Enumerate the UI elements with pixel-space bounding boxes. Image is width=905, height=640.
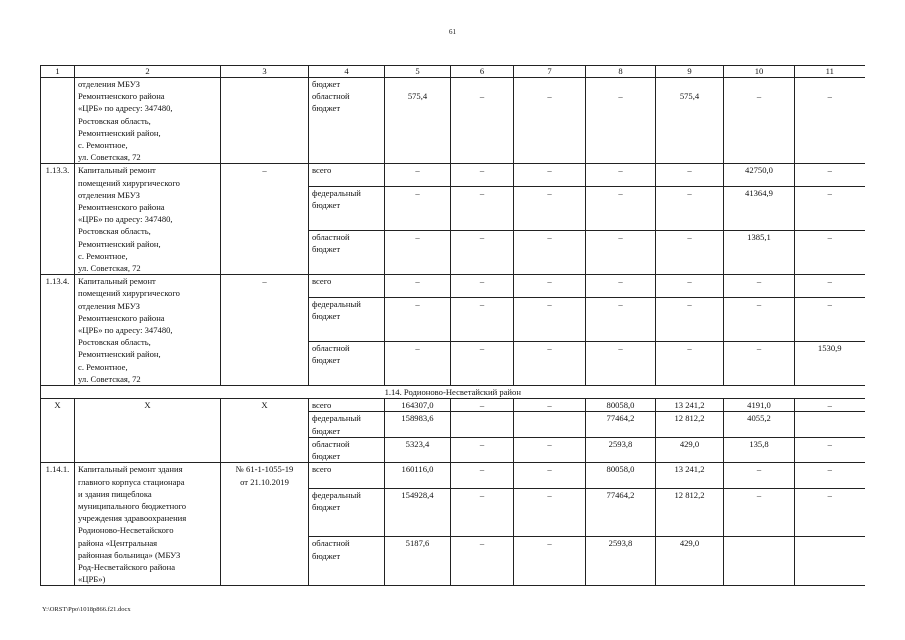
value-cell: – [451, 231, 514, 275]
text-line: бюджет [312, 200, 341, 211]
document-cell: – [221, 164, 309, 275]
text-line: бюджет [312, 103, 341, 114]
value-cell: 13 241,2 [656, 463, 724, 488]
document-cell [221, 78, 309, 164]
value-cell: – [451, 275, 514, 298]
text-line: бюджет [312, 79, 341, 89]
text-line: Ремонтненского района [78, 312, 165, 323]
value-cell: – [586, 78, 656, 164]
value-cell: – [795, 275, 865, 298]
text-line: всего [312, 400, 332, 411]
value-cell: 4055,2 [724, 412, 795, 437]
text-line: областной [312, 91, 350, 102]
text-line: всего [312, 276, 332, 287]
value-cell [795, 412, 865, 437]
source-cell [309, 231, 385, 275]
value-cell [724, 537, 795, 586]
text-line: федеральный [312, 188, 361, 199]
value-cell: – [795, 437, 865, 462]
text-line: федеральный [312, 489, 361, 500]
text-line: ул. Советская, 72 [78, 263, 141, 274]
value-cell: – [724, 488, 795, 537]
value-cell: 575,4 [656, 78, 724, 164]
value-cell: – [514, 187, 586, 231]
value-cell: – [451, 164, 514, 187]
text-line: с. Ремонтное, [78, 250, 128, 261]
text-line: федеральный [312, 413, 361, 424]
text-line: и здания пищеблока [78, 488, 152, 499]
number-cell: 1.14.1. [41, 463, 75, 586]
page-number: 61 [449, 28, 456, 36]
text-line: «ЦРБ» по адресу: 347480, [78, 325, 173, 336]
value-cell: – [656, 342, 724, 386]
text-line: ул. Советская, 72 [78, 373, 141, 384]
value-cell: – [586, 231, 656, 275]
value-cell: 164307,0 [385, 399, 451, 412]
value-cell: 2593,8 [586, 437, 656, 462]
value-cell: – [795, 399, 865, 412]
text-line: областной [312, 538, 350, 549]
value-cell: 2593,8 [586, 537, 656, 586]
object-name-cell: Х [75, 399, 221, 463]
text-line: Капитальный ремонт [78, 165, 156, 176]
value-cell: – [514, 164, 586, 187]
text-line: отделения МБУЗ [78, 300, 140, 311]
table-row [41, 164, 865, 187]
object-name-cell [75, 78, 221, 164]
text-line: «ЦРБ» по адресу: 347480, [78, 214, 173, 225]
value-cell: – [451, 78, 514, 164]
value-cell: – [656, 187, 724, 231]
value-cell [514, 412, 586, 437]
text-line: учреждения здравоохранения [78, 513, 187, 524]
text-line: Ремонтненского района [78, 91, 165, 102]
header-cell: 6 [451, 66, 514, 78]
source-cell [309, 342, 385, 386]
source-cell [309, 488, 385, 537]
source-cell [309, 187, 385, 231]
value-cell: – [514, 298, 586, 342]
value-cell: – [586, 342, 656, 386]
value-cell: 154928,4 [385, 488, 451, 537]
header-cell: 2 [75, 66, 221, 78]
value-cell: – [385, 231, 451, 275]
object-name-cell [75, 463, 221, 586]
value-cell: – [514, 275, 586, 298]
value-cell: 429,0 [656, 437, 724, 462]
value-cell: – [724, 78, 795, 164]
text-line: бюджет [312, 550, 341, 561]
value-cell: 42750,0 [724, 164, 795, 187]
value-cell: – [795, 298, 865, 342]
text-line: Ростовская область, [78, 226, 151, 237]
value-cell: – [514, 488, 586, 537]
value-cell: 1530,9 [795, 342, 865, 386]
table-row [41, 399, 865, 412]
value-cell: 5187,6 [385, 537, 451, 586]
document-cell: – [221, 275, 309, 386]
value-cell: 429,0 [656, 537, 724, 586]
text-line: бюджет [312, 425, 341, 436]
text-line: бюджет [312, 355, 341, 366]
section-title: 1.14. Родионово-Несветайский район [41, 386, 865, 399]
value-cell: 77464,2 [586, 412, 656, 437]
value-cell: – [795, 488, 865, 537]
value-cell: 575,4 [385, 78, 451, 164]
value-cell: – [724, 342, 795, 386]
table-row [41, 275, 865, 298]
value-cell [451, 412, 514, 437]
header-cell: 5 [385, 66, 451, 78]
header-cell: 11 [795, 66, 865, 78]
value-cell [795, 537, 865, 586]
text-line: «ЦРБ») [78, 574, 106, 585]
value-cell: – [586, 298, 656, 342]
value-cell: – [451, 342, 514, 386]
value-cell: – [451, 488, 514, 537]
text-line: Ремонтненский район, [78, 349, 161, 360]
value-cell: – [795, 231, 865, 275]
text-line: федеральный [312, 299, 361, 310]
section-row [41, 386, 865, 399]
value-cell: 12 812,2 [656, 488, 724, 537]
source-cell [309, 164, 385, 187]
value-cell: – [514, 463, 586, 488]
header-cell: 1 [41, 66, 75, 78]
source-cell [309, 399, 385, 412]
number-cell: 1.13.4. [41, 275, 75, 386]
header-cell: 8 [586, 66, 656, 78]
source-cell [309, 412, 385, 437]
value-cell: 13 241,2 [656, 399, 724, 412]
source-cell [309, 275, 385, 298]
value-cell: – [586, 275, 656, 298]
text-line: Родионово-Несветайского [78, 525, 174, 536]
value-cell: – [724, 298, 795, 342]
file-path-footer: Y:\ORST\Ppo\1018p866.f21.docx [42, 606, 131, 613]
value-cell: 160116,0 [385, 463, 451, 488]
value-cell: – [385, 164, 451, 187]
value-cell: 4191,0 [724, 399, 795, 412]
number-cell: 1.13.3. [41, 164, 75, 275]
header-cell: 9 [656, 66, 724, 78]
text-line: областной [312, 232, 350, 243]
text-line: Род-Несветайского района [78, 561, 176, 572]
text-line: главного корпуса стационара [78, 476, 185, 487]
value-cell: – [514, 537, 586, 586]
value-cell: – [385, 275, 451, 298]
value-cell: – [656, 298, 724, 342]
value-cell: – [795, 78, 865, 164]
value-cell: – [795, 164, 865, 187]
text-line: помещений хирургического [78, 288, 180, 299]
value-cell: – [385, 187, 451, 231]
text-line: с. Ремонтное, [78, 361, 128, 372]
value-cell: – [514, 437, 586, 462]
value-cell: 80058,0 [586, 399, 656, 412]
value-cell: – [514, 399, 586, 412]
text-line: бюджет [312, 501, 341, 512]
value-cell: 5323,4 [385, 437, 451, 462]
value-cell: – [586, 164, 656, 187]
number-cell [41, 78, 75, 164]
text-line: от 21.10.2019 [240, 476, 289, 487]
value-cell: – [451, 399, 514, 412]
value-cell: 41364,9 [724, 187, 795, 231]
text-line: всего [312, 165, 332, 176]
header-cell: 3 [221, 66, 309, 78]
text-line: помещений хирургического [78, 177, 180, 188]
source-cell [309, 298, 385, 342]
value-cell: – [451, 537, 514, 586]
value-cell: 158983,6 [385, 412, 451, 437]
text-line: Ростовская область, [78, 337, 151, 348]
object-name-cell [75, 164, 221, 275]
value-cell: – [724, 463, 795, 488]
header-row [41, 66, 865, 78]
table-row [41, 463, 865, 488]
table-body [41, 66, 865, 586]
value-cell: 135,8 [724, 437, 795, 462]
header-cell: 10 [724, 66, 795, 78]
text-line: Ремонтненский район, [78, 127, 161, 138]
value-cell: 80058,0 [586, 463, 656, 488]
value-cell: – [385, 298, 451, 342]
value-cell: 77464,2 [586, 488, 656, 537]
value-cell: – [451, 463, 514, 488]
text-line: с. Ремонтное, [78, 140, 128, 151]
text-line: муниципального бюджетного [78, 500, 187, 511]
text-line: района «Центральная [78, 537, 158, 548]
text-line: № 61-1-1055-19 [235, 464, 294, 475]
source-cell [309, 437, 385, 462]
value-cell: – [724, 275, 795, 298]
text-line: Капитальный ремонт [78, 276, 156, 287]
value-cell: – [514, 78, 586, 164]
document-cell: Х [221, 399, 309, 463]
document-cell [221, 463, 309, 586]
source-cell [309, 78, 385, 164]
value-cell: – [451, 187, 514, 231]
header-cell: 7 [514, 66, 586, 78]
text-line: районная больница» (МБУЗ [78, 549, 181, 560]
value-cell: – [656, 275, 724, 298]
text-line: бюджет [312, 451, 341, 462]
text-line: Ростовская область, [78, 115, 151, 126]
table-row [41, 78, 865, 164]
text-line: бюджет [312, 244, 341, 255]
object-name-cell [75, 275, 221, 386]
value-cell: – [795, 463, 865, 488]
value-cell: – [514, 231, 586, 275]
text-line: областной [312, 438, 350, 449]
text-line: всего [312, 464, 332, 475]
source-cell [309, 537, 385, 586]
value-cell: 1385,1 [724, 231, 795, 275]
value-cell: – [656, 231, 724, 275]
number-cell: Х [41, 399, 75, 463]
text-line: бюджет [312, 311, 341, 322]
budget-table [40, 65, 865, 586]
value-cell: – [451, 298, 514, 342]
source-cell [309, 463, 385, 488]
value-cell: – [586, 187, 656, 231]
text-line: Капитальный ремонт здания [78, 464, 183, 475]
text-line: Ремонтненский район, [78, 238, 161, 249]
value-cell: – [795, 187, 865, 231]
value-cell: – [656, 164, 724, 187]
header-cell: 4 [309, 66, 385, 78]
text-line: областной [312, 343, 350, 354]
text-line: Ремонтненского района [78, 202, 165, 213]
text-line: «ЦРБ» по адресу: 347480, [78, 103, 173, 114]
text-line: ул. Советская, 72 [78, 152, 141, 163]
value-cell: – [514, 342, 586, 386]
value-cell: 12 812,2 [656, 412, 724, 437]
text-line: отделения МБУЗ [78, 189, 140, 200]
text-line: отделения МБУЗ [78, 79, 140, 89]
value-cell: – [451, 437, 514, 462]
value-cell: – [385, 342, 451, 386]
